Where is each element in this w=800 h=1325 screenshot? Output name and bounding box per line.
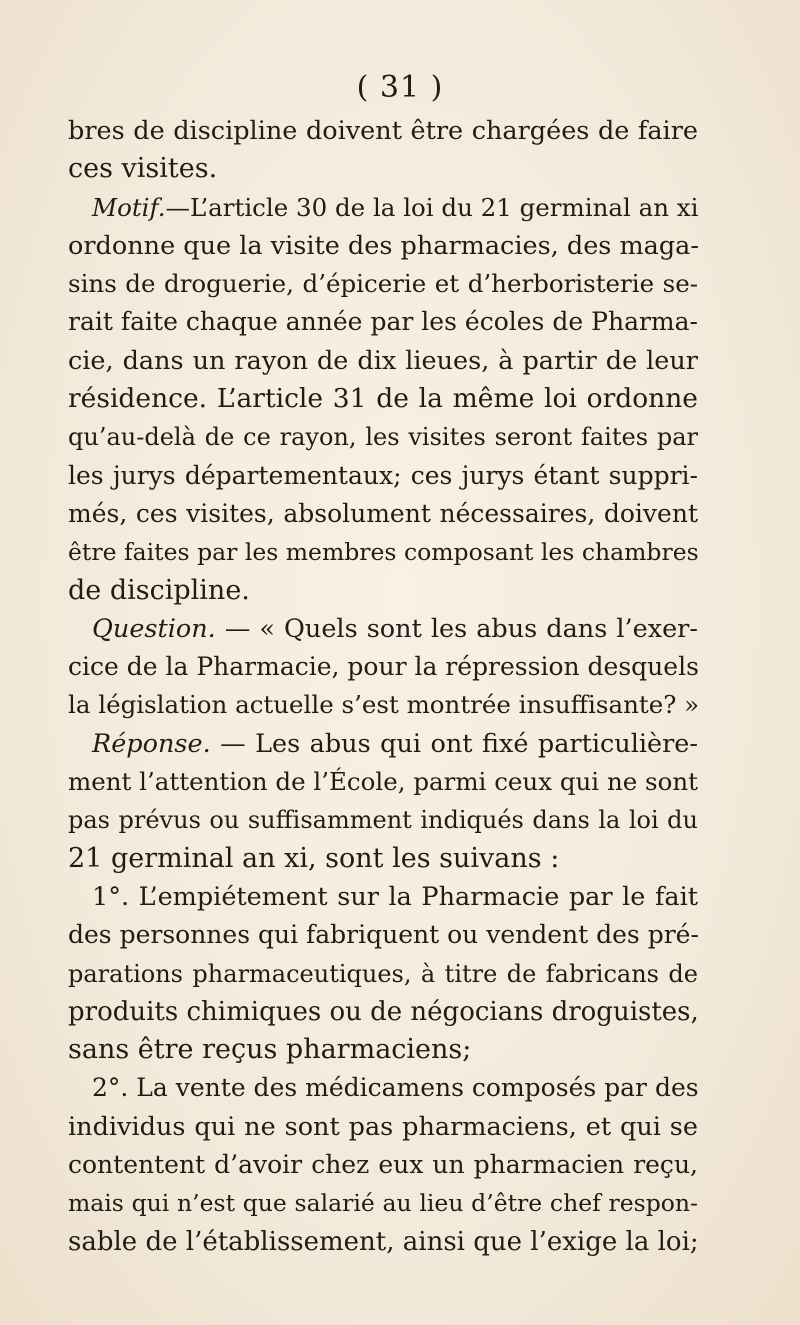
line-text: la législation actuelle s’est montrée insuffisante? »	[68, 690, 700, 720]
line-text: mais qui n’est que salarié au lieu d’être chef respon-	[68, 1189, 698, 1218]
line-text: sins de droguerie, d’épicerie et d’herboristerie se-	[68, 269, 698, 299]
line-text: pas prévus ou suffisamment indiqués dans la loi du	[68, 806, 698, 835]
text-line	[68, 686, 698, 724]
text-line	[68, 801, 698, 839]
line-text: més, ces visites, absolument nécessaires, doivent	[68, 498, 698, 528]
line-text: 1°. L’empiétement sur la Pharmacie par le fait	[92, 881, 698, 912]
line-text: les jurys départementaux; ces jurys étant suppri-	[68, 460, 698, 490]
text-line	[68, 189, 698, 227]
line-text: individus qui ne sont pas pharmaciens, et qui se	[68, 1111, 698, 1142]
line-text: qu’au-delà de ce rayon, les visites seront faites par	[68, 423, 698, 452]
text-line	[68, 227, 698, 265]
line-text: ordonne que la visite des pharmacies, des maga-	[68, 230, 700, 261]
line-text: sans être reçus pharmaciens;	[68, 1034, 472, 1066]
text-line	[68, 648, 698, 686]
line-text: produits chimiques ou de négocians droguistes,	[68, 996, 699, 1027]
line-text: cice de la Pharmacie, pour la répression desquels	[68, 652, 699, 682]
text-line	[68, 150, 698, 188]
line-text: —L’article 30 de la loi du 21 germinal an xi	[165, 192, 699, 222]
text-line	[68, 878, 698, 916]
text-line	[68, 725, 698, 763]
line-text: ces visites.	[68, 153, 218, 185]
text-line	[68, 112, 698, 150]
text-line	[68, 380, 698, 418]
text-line	[68, 572, 698, 610]
text-line	[68, 916, 698, 954]
page-number: ( 31 )	[356, 70, 444, 105]
line-text: sable de l’établissement, ainsi que l’exige la loi;	[68, 1226, 699, 1257]
line-text: — Les abus qui ont fixé particulière-	[210, 728, 698, 759]
line-text: des personnes qui fabriquent ou vendent des pré-	[68, 920, 699, 950]
line-text: 21 germinal an xi, sont les suivans :	[68, 842, 560, 874]
text-line	[68, 265, 698, 303]
line-text: être faites par les membres composant les chambres	[68, 538, 699, 567]
text-line	[68, 303, 698, 341]
text-line	[68, 1184, 698, 1222]
line-text: résidence. L’article 31 de la même loi ordonne	[68, 383, 698, 415]
line-text: contentent d’avoir chez eux un pharmacien reçu,	[68, 1150, 698, 1180]
text-line	[68, 763, 698, 801]
text-line	[68, 1223, 698, 1261]
line-text: de discipline.	[68, 574, 250, 606]
line-text: — « Quels sont les abus dans l’exer-	[215, 613, 698, 644]
line-text: ment l’attention de l’École, parmi ceux qui ne sont	[68, 767, 698, 797]
text-line	[68, 1108, 698, 1146]
body-text	[68, 112, 698, 1261]
text-line	[68, 495, 698, 533]
line-text: 2°. La vente des médicamens composés par des	[92, 1073, 699, 1103]
text-line	[68, 610, 698, 648]
text-line	[68, 840, 698, 878]
text-line	[68, 342, 698, 380]
line-text: bres de discipline doivent être chargées de faire	[68, 116, 698, 146]
text-line	[68, 955, 698, 993]
text-line	[68, 1031, 698, 1069]
text-line	[68, 1146, 698, 1184]
italic-heading: Motif.	[92, 192, 166, 222]
text-line	[68, 418, 698, 456]
text-line	[68, 533, 698, 571]
line-text: rait faite chaque année par les écoles de Pharma-	[68, 307, 698, 337]
text-line	[68, 993, 698, 1031]
italic-heading: Réponse.	[92, 728, 211, 759]
italic-heading: Question.	[92, 613, 216, 644]
text-line	[68, 457, 698, 495]
line-text: cie, dans un rayon de dix lieues, à partir de leur	[68, 345, 698, 376]
text-line	[68, 1069, 698, 1107]
line-text: parations pharmaceutiques, à titre de fabricans de	[68, 959, 698, 988]
